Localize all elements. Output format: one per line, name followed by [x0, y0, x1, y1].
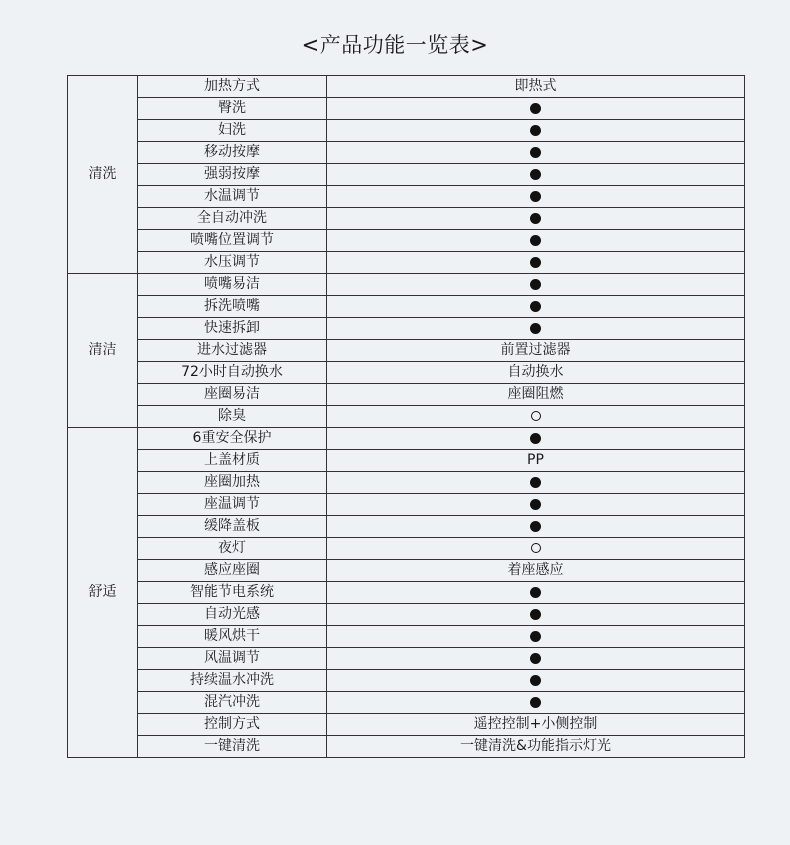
table-row — [68, 120, 745, 142]
feature-cell: 喷嘴位置调节 — [138, 230, 327, 252]
filled-dot-icon — [530, 631, 541, 642]
feature-cell: 全自动冲洗 — [138, 208, 327, 230]
category-cell: 舒适 — [68, 428, 138, 758]
filled-dot-icon — [530, 323, 541, 334]
table-row — [68, 692, 745, 714]
feature-cell: 座圈加热 — [138, 472, 327, 494]
feature-cell: 妇洗 — [138, 120, 327, 142]
value-cell — [327, 98, 745, 120]
table-row — [68, 164, 745, 186]
table-row — [68, 186, 745, 208]
table-row — [68, 428, 745, 450]
value-cell: 座圈阻燃 — [327, 384, 745, 406]
feature-cell: 缓降盖板 — [138, 516, 327, 538]
table-row — [68, 142, 745, 164]
table-row — [68, 604, 745, 626]
feature-cell: 水温调节 — [138, 186, 327, 208]
feature-cell: 暖风烘干 — [138, 626, 327, 648]
table-row — [68, 318, 745, 340]
feature-cell: 喷嘴易洁 — [138, 274, 327, 296]
feature-cell: 加热方式 — [138, 76, 327, 98]
filled-dot-icon — [530, 675, 541, 686]
table-row — [68, 450, 745, 472]
feature-cell: 座圈易洁 — [138, 384, 327, 406]
hollow-circle-icon — [531, 543, 541, 553]
table-row — [68, 252, 745, 274]
filled-dot-icon — [530, 235, 541, 246]
filled-dot-icon — [530, 499, 541, 510]
value-cell — [327, 604, 745, 626]
feature-cell: 智能节电系统 — [138, 582, 327, 604]
table-row — [68, 274, 745, 296]
table-row — [68, 582, 745, 604]
value-cell — [327, 120, 745, 142]
filled-dot-icon — [530, 587, 541, 598]
feature-table — [67, 75, 745, 758]
filled-dot-icon — [530, 279, 541, 290]
value-cell: 即热式 — [327, 76, 745, 98]
value-cell: 着座感应 — [327, 560, 745, 582]
value-cell — [327, 230, 745, 252]
table-row — [68, 494, 745, 516]
feature-cell: 控制方式 — [138, 714, 327, 736]
table-row — [68, 406, 745, 428]
table-row — [68, 560, 745, 582]
feature-cell: 6重安全保护 — [138, 428, 327, 450]
feature-cell: 一键清洗 — [138, 736, 327, 758]
table-row — [68, 208, 745, 230]
value-cell — [327, 494, 745, 516]
table-row — [68, 76, 745, 98]
value-cell — [327, 582, 745, 604]
value-cell: 自动换水 — [327, 362, 745, 384]
feature-cell: 自动光感 — [138, 604, 327, 626]
table-row — [68, 670, 745, 692]
table-row — [68, 296, 745, 318]
table-row — [68, 98, 745, 120]
feature-cell: 72小时自动换水 — [138, 362, 327, 384]
value-cell — [327, 252, 745, 274]
value-cell — [327, 318, 745, 340]
filled-dot-icon — [530, 169, 541, 180]
category-cell: 清洗 — [68, 76, 138, 274]
value-cell — [327, 516, 745, 538]
feature-cell: 风温调节 — [138, 648, 327, 670]
value-cell — [327, 164, 745, 186]
filled-dot-icon — [530, 697, 541, 708]
feature-cell: 水压调节 — [138, 252, 327, 274]
feature-cell: 除臭 — [138, 406, 327, 428]
table-row — [68, 648, 745, 670]
value-cell: 一键清洗&功能指示灯光 — [327, 736, 745, 758]
table-row — [68, 340, 745, 362]
table-row — [68, 714, 745, 736]
page-title: <产品功能一览表> — [301, 33, 489, 57]
filled-dot-icon — [530, 213, 541, 224]
filled-dot-icon — [530, 477, 541, 488]
value-cell — [327, 648, 745, 670]
value-cell — [327, 670, 745, 692]
value-cell — [327, 296, 745, 318]
value-cell — [327, 208, 745, 230]
value-cell — [327, 692, 745, 714]
hollow-circle-icon — [531, 411, 541, 421]
value-cell — [327, 274, 745, 296]
feature-cell: 快速拆卸 — [138, 318, 327, 340]
feature-table-body — [68, 76, 745, 758]
filled-dot-icon — [530, 147, 541, 158]
value-cell — [327, 538, 745, 560]
feature-cell: 混汽冲洗 — [138, 692, 327, 714]
value-cell — [327, 186, 745, 208]
feature-cell: 臀洗 — [138, 98, 327, 120]
filled-dot-icon — [530, 125, 541, 136]
filled-dot-icon — [530, 521, 541, 532]
feature-cell: 持续温水冲洗 — [138, 670, 327, 692]
feature-cell: 移动按摩 — [138, 142, 327, 164]
table-row — [68, 230, 745, 252]
value-cell: 前置过滤器 — [327, 340, 745, 362]
category-cell: 清洁 — [68, 274, 138, 428]
filled-dot-icon — [530, 301, 541, 312]
table-row — [68, 384, 745, 406]
filled-dot-icon — [530, 191, 541, 202]
value-cell — [327, 626, 745, 648]
feature-cell: 感应座圈 — [138, 560, 327, 582]
filled-dot-icon — [530, 257, 541, 268]
feature-cell: 拆洗喷嘴 — [138, 296, 327, 318]
table-row — [68, 626, 745, 648]
table-row — [68, 736, 745, 758]
feature-cell: 进水过滤器 — [138, 340, 327, 362]
value-cell: 遥控控制+小侧控制 — [327, 714, 745, 736]
value-cell: PP — [327, 450, 745, 472]
filled-dot-icon — [530, 653, 541, 664]
value-cell — [327, 472, 745, 494]
feature-cell: 夜灯 — [138, 538, 327, 560]
value-cell — [327, 142, 745, 164]
value-cell — [327, 428, 745, 450]
filled-dot-icon — [530, 609, 541, 620]
value-cell — [327, 406, 745, 428]
feature-cell: 上盖材质 — [138, 450, 327, 472]
table-row — [68, 472, 745, 494]
feature-cell: 强弱按摩 — [138, 164, 327, 186]
table-row — [68, 538, 745, 560]
table-row — [68, 362, 745, 384]
table-row — [68, 516, 745, 538]
filled-dot-icon — [530, 103, 541, 114]
feature-cell: 座温调节 — [138, 494, 327, 516]
filled-dot-icon — [530, 433, 541, 444]
